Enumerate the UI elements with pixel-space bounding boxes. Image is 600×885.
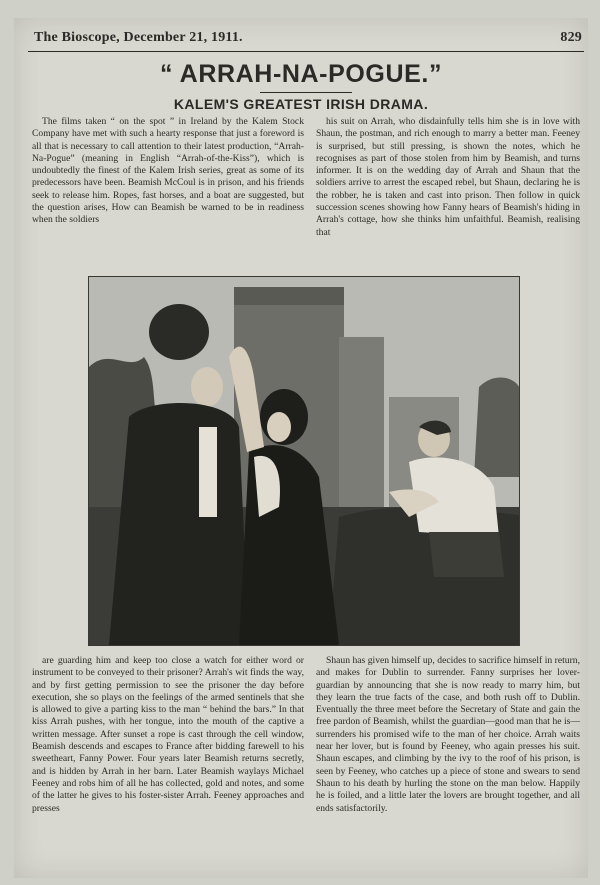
film-still-illustration (89, 277, 519, 645)
article-text-column-3: are guarding him and keep too close a watch for either word or instrument to be conveyed to their prisoner? Arrah's wit finds the way, and by first getting permission to see the prisoner the day before execution, she so plays on the feelings of the armed sentinels that she is allowed to give a parting kiss to the man “ behind the bars.” In that kiss Arrah pushes, with her tongue, into the mouth of the captive a written message. After sunset a rope is cast through the cell window, Beamish descends and escapes to France after bidding farewell to his sweetheart, Fanny Power. Four years later Beamish returns secretly, and is hidden by Arrah in her barn. Later Beamish waylays Michael Feeney and robs him of all he has collected, gold and notes, and some of the latter he gives to his foster-sister Arrah. Feeney approaches and presses (32, 655, 304, 814)
article-text-column-1: The films taken “ on the spot ” in Ireland by the Kalem Stock Company have met with such a hearty response that just a foreword is all that is necessary to call attention to their latest production, “Arrah-Na-Pogue” (meaning in English “Arrah-of-the-Kiss”), which is undoubtedly the finest of the Kalem Irish series, great as some of its predecessors have been. Beamish McCoul is in prison, and his friends seek to release him. Ropes, fast horses, and a boat are suggested, but the question arises, How can Beamish be warned to be in readiness when the soldiers (32, 116, 304, 226)
film-still-photograph (88, 276, 520, 646)
page-number: 829 (560, 30, 582, 45)
header-rule (28, 51, 584, 52)
running-head (34, 30, 582, 52)
magazine-page (14, 18, 588, 878)
article-subheadline: KALEM'S GREATEST IRISH DRAMA. (173, 96, 429, 112)
article-text-column-2: his suit on Arrah, who disdainfully tells him she is in love with Shaun, the postman, and rich enough to marry a better man. Feeney is surprised, but still pressing, is shown the notes, which he recognises as part of those stolen from him by Beamish, and turns informer. It is on the wedding day of Arrah and Shaun that the soldiers arrive to arrest the escaped rebel, but Shaun, declaring he is the robber, he is taken and cast into prison. Then follow in quick succession scenes showing how Fanny hears of Beamish's hiding in Arrah's cottage, how she thinks him unfaithful. Beamish, realising that (316, 116, 580, 238)
article-text-column-4: Shaun has given himself up, decides to sacrifice himself in return, and makes for Dublin to surrender. Fanny surprises her lover-guardian by announcing that she is now ready to marry him, but they learn the true facts of the case, and both rush off to Dublin. Eventually the three meet before the Secretary of State and gain the free pardon of Beamish, whilst the guardian—good man that he is—surrenders his promised wife to the man of her choice. Arrah waits near her lover, but is found by Feeney, who again presses his suit. Shaun escapes, and climbing by the ivy to the roof of his prison, is seen by Feeney, who catches up a piece of stone and swears to send Shaun to his death by hurling the stone on the man below. Happily he is foiled, and a little later the lovers are brought together, and all ends satisfactorily. (316, 655, 580, 814)
publication-date-line: The Bioscope, December 21, 1911. (34, 30, 243, 45)
headline-rule (260, 92, 352, 93)
article-headline: “ ARRAH-NA-POGUE.” (159, 60, 443, 88)
